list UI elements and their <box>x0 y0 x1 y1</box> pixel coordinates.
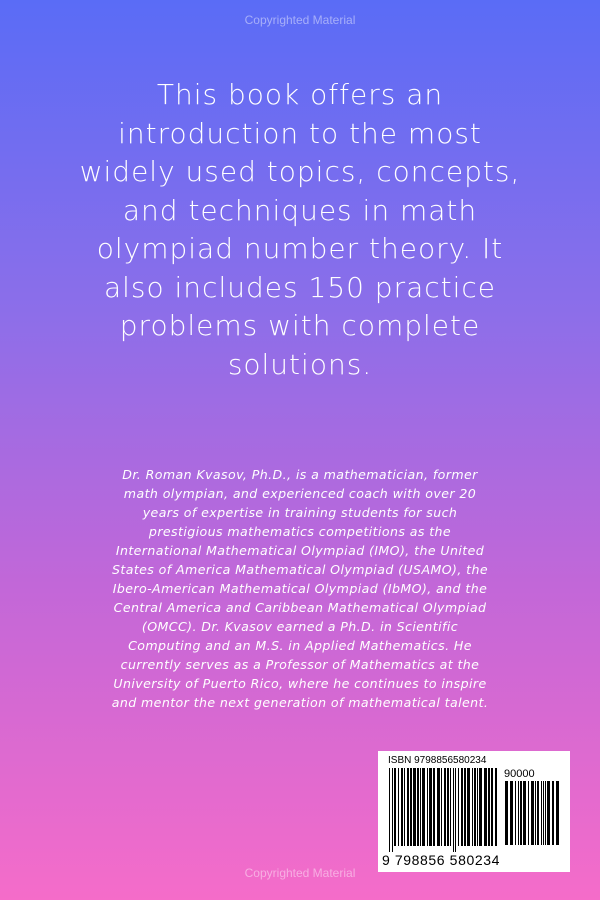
barcode-bar <box>417 768 419 846</box>
barcode-bar <box>495 768 497 846</box>
barcode-bar <box>505 781 508 845</box>
ean-digits: 9 798856 580234 <box>382 852 500 868</box>
barcode-bar <box>458 768 459 846</box>
bio-line: International Mathematical Olympiad (IMO), the United <box>115 543 485 558</box>
barcode-bar <box>467 768 470 846</box>
blurb-line: This book offers an <box>156 78 444 111</box>
barcode-bar <box>450 768 451 846</box>
bio-line: Ibero-American Mathematical Olympiad (IbMO), and the <box>112 581 488 596</box>
barcode-bar <box>422 768 425 846</box>
watermark-top: Copyrighted Material <box>244 13 356 27</box>
barcode-bar <box>429 768 432 846</box>
barcode-bar <box>556 781 559 845</box>
barcode-bar <box>410 768 412 846</box>
blurb-line: widely used topics, concepts, <box>79 155 521 188</box>
barcode-bar <box>523 781 526 845</box>
author-bio <box>40 465 560 712</box>
barcode-bars-main <box>389 768 499 852</box>
barcode-bar <box>531 781 534 845</box>
isbn-barcode <box>378 751 570 872</box>
bio-line: math olympian, and experienced coach with over 20 <box>123 486 477 501</box>
barcode-bar <box>547 781 550 845</box>
barcode-bar <box>444 768 446 846</box>
barcode-bar <box>394 768 396 846</box>
bio-line: University of Puerto Rico, where he continues to inspire <box>113 676 487 691</box>
barcode-bar <box>420 768 421 846</box>
blurb-line: also includes 150 practice <box>103 270 497 304</box>
bio-line: (OMCC). Dr. Kvasov earned a Ph.D. in Scientific <box>141 619 459 634</box>
barcode-bar <box>464 768 466 846</box>
barcode-bar <box>541 781 542 845</box>
bio-line: Computing and an M.S. in Applied Mathematics. He <box>128 638 472 653</box>
bio-line: Central America and Caribbean Mathematical Olympiad <box>113 600 487 615</box>
barcode-bar <box>484 768 487 846</box>
barcode-bars-addon <box>505 781 561 851</box>
bio-line: States of America Mathematical Olympiad (USAMO), the <box>111 562 489 577</box>
barcode-bar <box>447 768 449 846</box>
barcode-bar <box>407 768 409 846</box>
barcode-bar <box>477 768 478 846</box>
bio-line: currently serves as a Professor of Mathematics at the <box>120 657 480 672</box>
bio-line: Dr. Roman Kvasov, Ph.D., is a mathematician, former <box>122 467 478 482</box>
barcode-bar <box>510 781 513 845</box>
barcode-bar <box>427 768 428 846</box>
barcode-bar <box>552 781 554 845</box>
blurb-line: olympiad number theory. It <box>96 232 504 265</box>
barcode-bar <box>437 768 440 846</box>
barcode-bar <box>472 768 473 846</box>
barcode-bar <box>491 768 493 846</box>
isbn-label: ISBN 9798856580234 <box>388 755 487 766</box>
barcode-bar <box>528 781 529 845</box>
watermark-bottom: Copyrighted Material <box>244 866 356 880</box>
blurb-line: problems with complete <box>119 309 481 342</box>
barcode-bar <box>535 781 536 845</box>
barcode-bar <box>441 768 442 846</box>
barcode-bar <box>404 768 405 846</box>
price-code: 90000 <box>504 768 535 780</box>
barcode-bar <box>392 768 393 852</box>
barcode-bar <box>474 768 476 846</box>
book-blurb <box>40 76 560 384</box>
barcode-bar <box>453 768 454 852</box>
barcode-bar <box>488 768 490 846</box>
bio-line: years of expertise in training students for such <box>142 505 458 520</box>
barcode-bar <box>479 768 482 846</box>
barcode-bar <box>537 781 539 845</box>
blurb-line: and techniques in math <box>122 193 478 227</box>
barcode-bar <box>389 768 390 852</box>
barcode-bar <box>398 768 399 846</box>
barcode-bar <box>543 781 544 845</box>
barcode-bar <box>461 768 463 846</box>
bio-line: and mentor the next generation of mathematical talent. <box>111 695 489 710</box>
blurb-line: introduction to the most <box>118 116 482 150</box>
barcode-bar <box>455 768 456 852</box>
barcode-bar <box>520 781 522 845</box>
blurb-line: solutions. <box>227 347 373 381</box>
barcode-bar <box>518 781 519 845</box>
barcode-bar <box>401 768 403 846</box>
barcode-bar <box>545 781 546 845</box>
barcode-bar <box>515 781 516 845</box>
barcode-bar <box>413 768 416 846</box>
barcode-bar <box>433 768 435 846</box>
bio-line: prestigious mathematics competitions as the <box>148 524 452 539</box>
